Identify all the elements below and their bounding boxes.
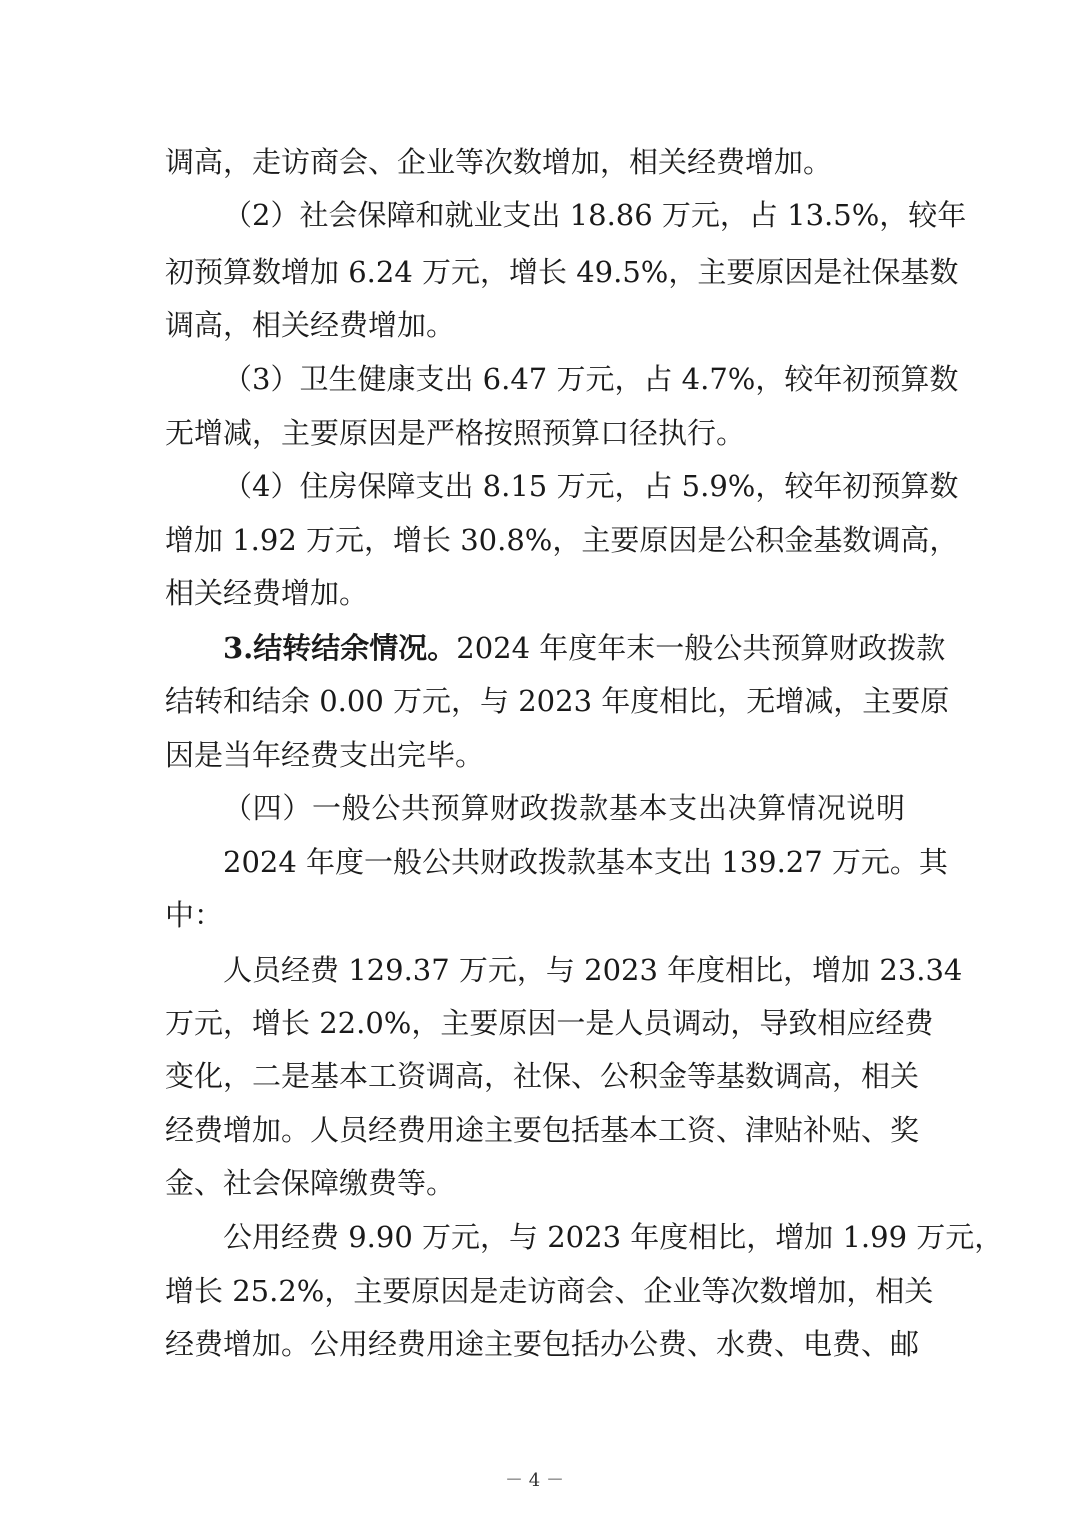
paragraph-line: 增加 1.92 万元，增长 30.8%，主要原因是公积金基数调高， (165, 523, 959, 557)
paragraph-line: 因是当年经费支出完毕。 (165, 738, 485, 772)
section-heading: （四）一般公共预算财政拨款基本支出决算情况说明 (223, 791, 905, 825)
paragraph-line: 初预算数增加 6.24 万元，增长 49.5%，主要原因是社保基数 (165, 255, 959, 289)
paragraph-line (223, 626, 946, 670)
paragraph-text: 2024 年度年末一般公共预算财政拨款 (456, 631, 946, 665)
paragraph-line: 结转和结余 0.00 万元，与 2023 年度相比，无增减，主要原 (165, 684, 950, 718)
section-heading-bold: 3.结转结余情况。 (223, 631, 457, 665)
paragraph-line: 调高，走访商会、企业等次数增加，相关经费增加。 (165, 145, 833, 179)
paragraph-line: 无增减，主要原因是严格按照预算口径执行。 (165, 416, 746, 450)
paragraph-line: 增长 25.2%，主要原因是走访商会、企业等次数增加，相关 (165, 1274, 934, 1308)
paragraph-line: 2024 年度一般公共财政拨款基本支出 139.27 万元。其 (223, 845, 948, 879)
paragraph-line: 金、社会保障缴费等。 (165, 1166, 456, 1200)
paragraph-line: 经费增加。人员经费用途主要包括基本工资、津贴补贴、奖 (165, 1113, 920, 1147)
paragraph-line: 经费增加。公用经费用途主要包括办公费、水费、电费、邮 (165, 1327, 920, 1361)
paragraph-line: 变化，二是基本工资调高，社保、公积金等基数调高，相关 (165, 1059, 920, 1093)
paragraph-line: 中： (165, 898, 224, 932)
paragraph-line: 相关经费增加。 (165, 576, 369, 610)
paragraph-line: （2）社会保障和就业支出 18.86 万元，占 13.5%，较年 (223, 198, 967, 232)
paragraph-line: （4）住房保障支出 8.15 万元，占 5.9%，较年初预算数 (223, 469, 959, 503)
page-number: － 4 － (505, 1470, 564, 1491)
paragraph-line: 调高，相关经费增加。 (165, 308, 456, 342)
paragraph-line: 公用经费 9.90 万元，与 2023 年度相比，增加 1.99 万元， (223, 1220, 1004, 1254)
paragraph-line: 万元，增长 22.0%，主要原因一是人员调动，导致相应经费 (165, 1006, 934, 1040)
paragraph-line: （3）卫生健康支出 6.47 万元，占 4.7%，较年初预算数 (223, 362, 959, 396)
paragraph-line: 人员经费 129.37 万元，与 2023 年度相比，增加 23.34 (223, 953, 963, 987)
